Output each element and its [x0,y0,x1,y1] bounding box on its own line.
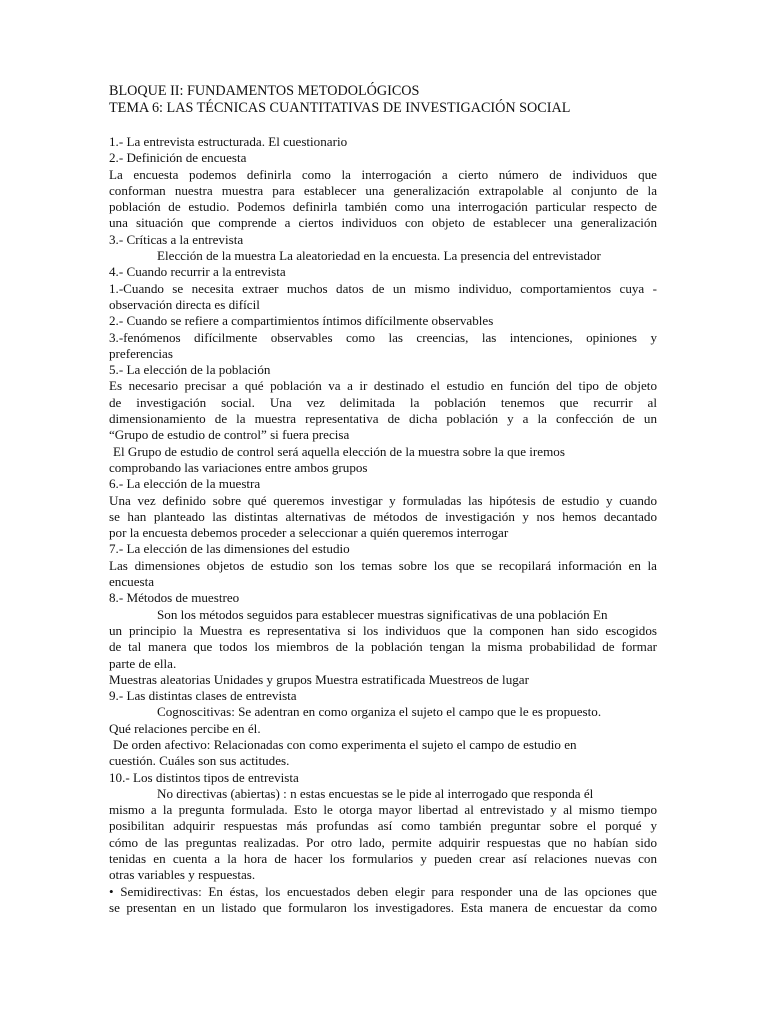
paragraph-line: “Grupo de estudio de control” si fuera precisa [109,427,350,443]
section-heading: 3.- Críticas a la entrevista [109,231,244,247]
paragraph-line: conforman nuestra muestra para establecer una generalización extrapolable al conjunto de la [109,182,657,198]
paragraph-line: de tal manera que todos los miembros de la población tengan la misma probabilidad de formar [109,639,657,655]
paragraph-line: preferencias [109,345,173,361]
paragraph-line: De orden afectivo: Relacionadas con como experimenta el sujeto el campo de estudio en [113,736,577,752]
paragraph-line: encuesta [109,574,155,590]
paragraph-line: otras variables y respuestas. [109,867,256,883]
paragraph-line: Qué relaciones percibe en él. [109,720,261,736]
paragraph-line: tenidas en cuenta a la hora de hacer los formularios y pueden crear así relaciones nuevas con [109,851,657,867]
topic-title: TEMA 6: LAS TÉCNICAS CUANTITATIVAS DE INVESTIGACIÓN SOCIAL [109,100,571,116]
spacer [109,117,657,134]
paragraph-line: se presentan en un listado que formularon los investigadores. Esta manera de encuestar da como [109,899,657,915]
paragraph-line: parte de ella. [109,655,177,671]
block-title: BLOQUE II: FUNDAMENTOS METODOLÓGICOS [109,83,420,99]
document-page [109,83,657,916]
paragraph-line: población de estudio. Podemos definirla también como una interrogación particular respecto de [109,199,657,215]
paragraph-line: cuestión. Cuáles son sus actitudes. [109,753,290,769]
paragraph-line: 3.-fenómenos difícilmente observables como las creencias, las intenciones, opiniones y [109,329,657,345]
paragraph-line: 2.- Cuando se refiere a compartimientos íntimos difícilmente observables [109,313,494,329]
section-heading: 10.- Los distintos tipos de entrevista [109,769,299,785]
paragraph-line: Son los métodos seguidos para establecer muestras significativas de una población En [157,606,608,622]
paragraph-line: observación directa es difícil [109,296,260,312]
section-heading: 8.- Métodos de muestreo [109,590,240,606]
paragraph-line: una situación que comprende a ciertos individuos con objeto de establecer una generalización [109,215,657,231]
paragraph-line: posibilitan adquirir respuestas más profundas así como también preguntar sobre el porqué y [109,818,657,834]
section-heading: 4.- Cuando recurrir a la entrevista [109,264,286,280]
paragraph-line: Una vez definido sobre qué queremos investigar y formuladas las hipótesis de estudio y cuando [109,492,657,508]
paragraph-line: un principio la Muestra es representativa si los individuos que la componen han sido escogidos [109,622,657,638]
paragraph-line: No directivas (abiertas) : n estas encuestas se le pide al interrogado que responda él [157,785,594,801]
bullet-line: • Semidirectivas: En éstas, los encuestados deben elegir para responder una de las opciones que [109,883,657,899]
paragraph-line: El Grupo de estudio de control será aquella elección de la muestra sobre la que iremos [113,443,565,459]
paragraph-line: dimensionamiento de la muestra representativa de dicha población y a la confección de un [109,411,657,427]
paragraph-line: mismo a la pregunta formulada. Esto le otorga mayor libertad al entrevistado y al mismo tiempo [109,802,657,818]
section-heading: 7.- La elección de las dimensiones del estudio [109,541,350,557]
paragraph-line: Cognoscitivas: Se adentran en como organiza el sujeto el campo que le es propuesto. [157,704,602,720]
section-heading: 9.- Las distintas clases de entrevista [109,688,297,704]
section-heading: 2.- Definición de encuesta [109,150,247,166]
paragraph-line: comprobando las variaciones entre ambos grupos [109,459,368,475]
paragraph-line: 1.-Cuando se necesita extraer muchos datos de un mismo individuo, comportamientos cuya - [109,280,657,296]
paragraph-line: Es necesario precisar a qué población va a ir destinado el estudio en función del tipo de objeto [109,378,657,394]
paragraph-line: Muestras aleatorias Unidades y grupos Muestra estratificada Muestreos de lugar [109,671,529,687]
paragraph-line: La encuesta podemos definirla como la interrogación a cierto número de individuos que [109,166,657,182]
paragraph-line: por la encuesta debemos proceder a seleccionar a quién queremos interrogar [109,525,509,541]
section-heading: 6.- La elección de la muestra [109,476,261,492]
section-heading: 1.- La entrevista estructurada. El cuestionario [109,134,348,149]
paragraph-line: Elección de la muestra La aleatoriedad en la encuesta. La presencia del entrevistador [157,248,601,264]
paragraph-line: Las dimensiones objetos de estudio son los temas sobre los que se recopilará información en la [109,557,657,573]
section-heading: 5.- La elección de la población [109,362,271,378]
paragraph-line: de investigación social. Una vez delimitada la población tenemos que recurrir al [109,394,657,410]
paragraph-line: cómo de las preguntas realizadas. Por otro lado, permite adquirir respuestas que no habían sido [109,834,657,850]
paragraph-line: se han planteado las distintas alternativas de métodos de investigación y nos hemos decantado [109,508,657,524]
